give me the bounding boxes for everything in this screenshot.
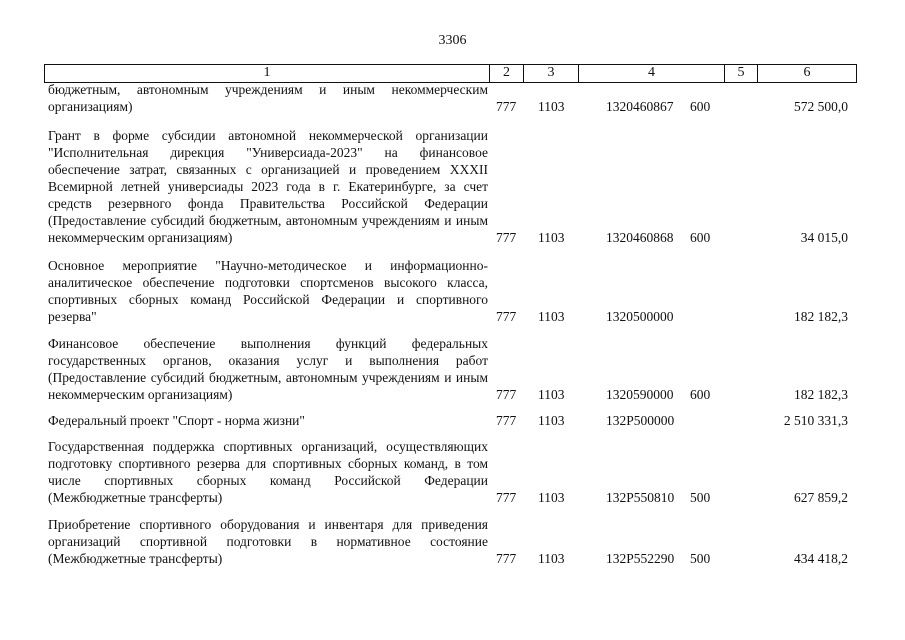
row-expense-type: 600 (690, 387, 711, 402)
row-description: Государственная поддержка спортивных организаций, осуществляющих подготовку спортивного резерва для спортивных сборных команд, в том числе спортивных сборных команд Российской Федерации (Межбюджетные трансферты) (48, 439, 488, 505)
row-section-code: 1103 (538, 413, 565, 428)
row-amount: 2 510 331,3 (783, 413, 848, 428)
table-row (48, 516, 848, 567)
row-section-code: 1103 (538, 309, 565, 324)
table-row (48, 81, 848, 115)
row-expense-type: 500 (690, 551, 711, 566)
row-description: Грант в форме субсидии автономной некоммерческой организации "Исполнительная дирекция "Универсиада-2023" на финансовое обеспечение затрат, связанных с организацией и проведением XXXII Всемирной летней универсиады 2023 года в г. Екатеринбурге, за счет средств резервного фонда Правительства Российской Федерации (Предоставление субсидий бюджетным, автономным учреждениям и иным некоммерческим организациям) (48, 128, 488, 245)
row-section-code: 1103 (538, 230, 565, 245)
row-description: Финансовое обеспечение выполнения функций федеральных государственных органов, оказания услуг и выполнения работ (Предоставление субсидий бюджетным, автономным учреждениям и иным некоммерческим организациям) (48, 336, 488, 402)
row-amount: 182 182,3 (794, 309, 848, 324)
row-expense-type: 600 (690, 99, 711, 114)
row-ministry-code: 777 (496, 490, 517, 505)
row-target-article: 1320590000 (606, 387, 674, 402)
row-expense-type: 500 (690, 490, 711, 505)
column-header-1: 1 (45, 65, 490, 82)
row-amount: 182 182,3 (794, 387, 848, 402)
row-target-article: 132P552290 (606, 551, 675, 566)
row-amount: 434 418,2 (794, 551, 848, 566)
row-amount: 34 015,0 (800, 230, 848, 245)
column-header-4: 4 (579, 65, 725, 82)
row-description: Федеральный проект "Спорт - норма жизни" (48, 413, 305, 428)
row-ministry-code: 777 (496, 413, 517, 428)
page-number: 3306 (438, 33, 467, 48)
row-amount: 572 500,0 (794, 99, 848, 114)
row-target-article: 132P550810 (606, 490, 675, 505)
row-section-code: 1103 (538, 490, 565, 505)
row-target-article: 132P500000 (606, 413, 675, 428)
row-target-article: 1320460868 (606, 230, 674, 245)
table-row (48, 412, 848, 429)
row-target-article: 1320500000 (606, 309, 674, 324)
table-row (48, 335, 848, 403)
row-ministry-code: 777 (496, 230, 517, 245)
row-section-code: 1103 (538, 387, 565, 402)
table-row (48, 127, 848, 246)
row-ministry-code: 777 (496, 99, 517, 114)
table-row (48, 438, 848, 506)
row-ministry-code: 777 (496, 387, 517, 402)
row-amount: 627 859,2 (794, 490, 848, 505)
row-ministry-code: 777 (496, 309, 517, 324)
row-target-article: 1320460867 (606, 99, 674, 114)
row-section-code: 1103 (538, 551, 565, 566)
row-ministry-code: 777 (496, 551, 517, 566)
row-expense-type: 600 (690, 230, 711, 245)
column-header-3: 3 (524, 65, 579, 82)
row-section-code: 1103 (538, 99, 565, 114)
column-header-5: 5 (725, 65, 758, 82)
row-description: Основное мероприятие "Научно-методическое и информационно-аналитическое обеспечение подготовки спортсменов высокого класса, спортивных сборных команд Российской Федерации и спортивного резерва" (48, 258, 488, 324)
column-header-6: 6 (758, 65, 857, 82)
row-description: бюджетным, автономным учреждениям и иным некоммерческим организациям) (48, 82, 488, 114)
table-row (48, 257, 848, 325)
column-header-2: 2 (490, 65, 524, 82)
row-description: Приобретение спортивного оборудования и инвентаря для приведения организаций спортивной подготовки в нормативное состояние (Межбюджетные трансферты) (48, 517, 488, 566)
